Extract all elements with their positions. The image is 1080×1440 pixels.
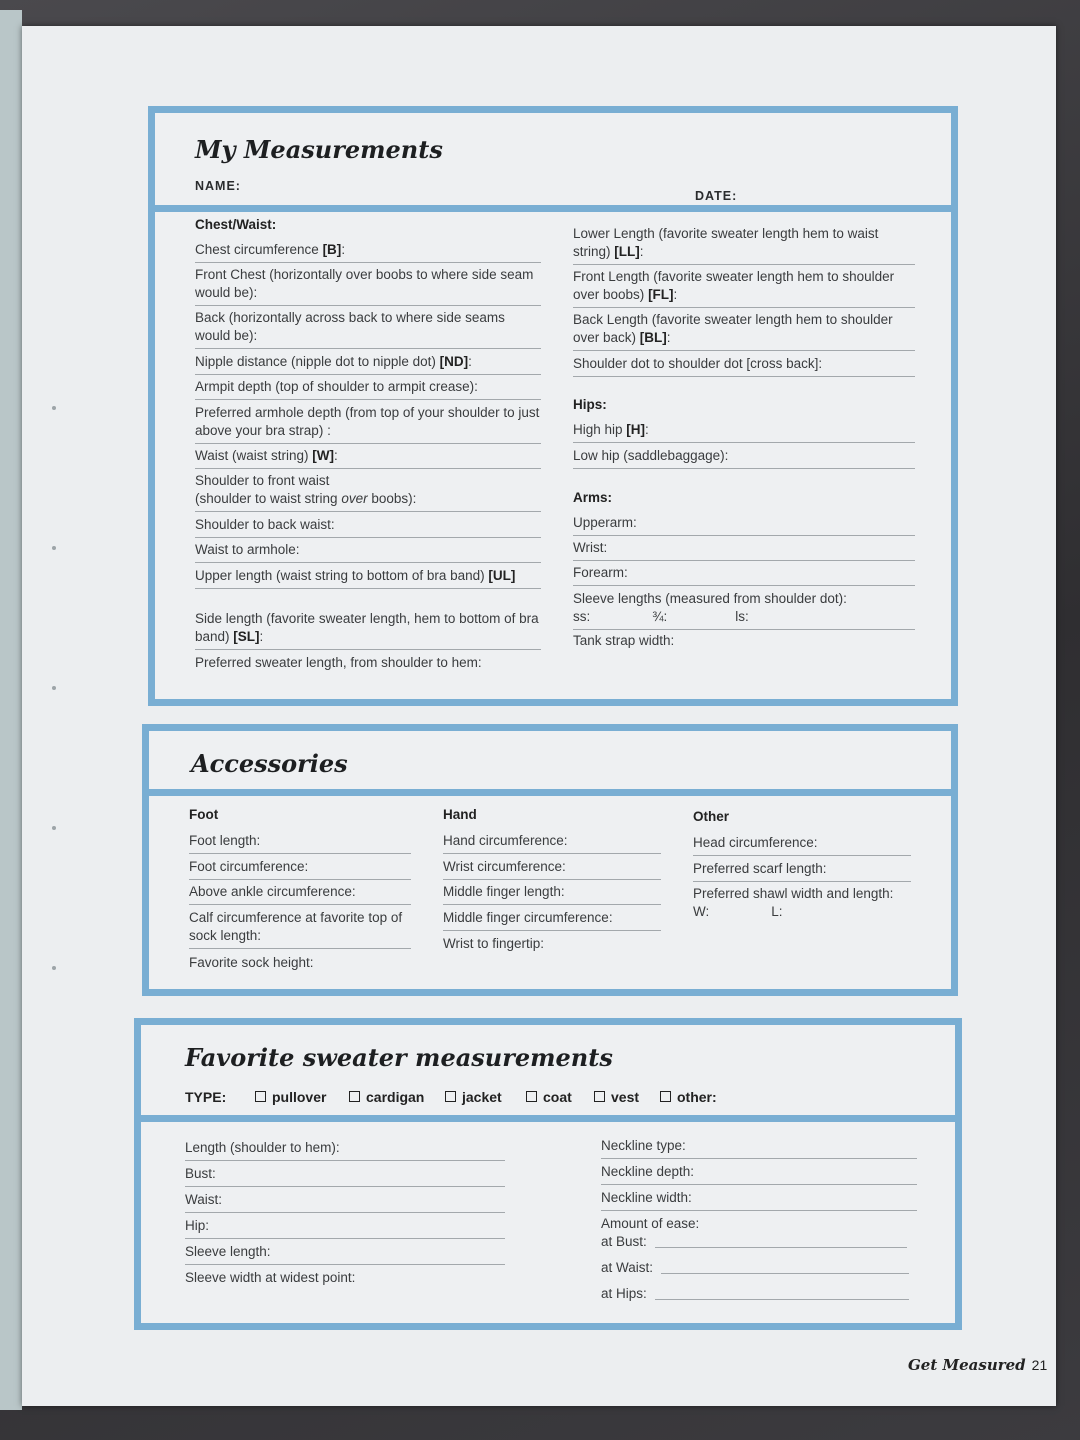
shoulder-to-back-waist-field[interactable]: Shoulder to back waist: — [195, 516, 541, 538]
date-label: DATE: — [695, 189, 738, 203]
preferred-scarf-length-field[interactable]: Preferred scarf length: — [693, 860, 911, 882]
wrist-field[interactable]: Wrist: — [573, 539, 915, 561]
hip-field[interactable]: Hip: — [185, 1217, 505, 1239]
tank-strap-width-field[interactable]: Tank strap width: — [573, 633, 675, 648]
sleeve-length-field[interactable]: Sleeve length: — [185, 1243, 505, 1265]
forearm-field[interactable]: Forearm: — [573, 564, 915, 586]
neckline-type-field[interactable]: Neckline type: — [601, 1137, 917, 1159]
cardigan-checkbox[interactable]: cardigan — [349, 1089, 424, 1105]
type-label: TYPE: — [185, 1089, 227, 1105]
my-measurements-panel — [148, 106, 958, 706]
accessories-panel — [142, 724, 958, 996]
shoulder-dot-field[interactable]: Shoulder dot to shoulder dot [cross back]: — [573, 355, 915, 377]
ease-at-hips-field[interactable]: at Hips: — [601, 1285, 917, 1306]
hips-heading: Hips: — [573, 397, 607, 412]
head-circumference-field[interactable]: Head circumference: — [693, 834, 911, 856]
vest-checkbox[interactable]: vest — [594, 1089, 639, 1105]
waist-to-armhole-field[interactable]: Waist to armhole: — [195, 541, 541, 563]
jacket-checkbox[interactable]: jacket — [445, 1089, 502, 1105]
length-field[interactable]: Length (shoulder to hem): — [185, 1139, 505, 1161]
nipple-distance-field[interactable]: Nipple distance (nipple dot to nipple dot) [ND]: — [195, 353, 541, 375]
favorite-sock-height-field[interactable]: Favorite sock height: — [189, 955, 314, 970]
hand-circumference-field[interactable]: Hand circumference: — [443, 832, 661, 854]
bust-field[interactable]: Bust: — [185, 1165, 505, 1187]
sleeve-width-field[interactable]: Sleeve width at widest point: — [185, 1270, 356, 1285]
accessories-title: Accessories — [191, 749, 348, 778]
middle-finger-circumference-field[interactable]: Middle finger circumference: — [443, 909, 661, 931]
coat-checkbox[interactable]: coat — [526, 1089, 572, 1105]
back-length-field[interactable]: Back Length (favorite sweater length hem to shoulder over back) [BL]: — [573, 311, 915, 351]
wrist-circumference-field[interactable]: Wrist circumference: — [443, 858, 661, 880]
neckline-depth-field[interactable]: Neckline depth: — [601, 1163, 917, 1185]
my-measurements-title: My Measurements — [195, 135, 443, 164]
ease-at-bust-field[interactable]: at Bust: — [601, 1233, 917, 1254]
amount-of-ease-label: Amount of ease: — [601, 1216, 700, 1231]
calf-circumference-field[interactable]: Calf circumference at favorite top of sock length: — [189, 909, 411, 949]
book-binding — [0, 10, 22, 1410]
high-hip-field[interactable]: High hip [H]: — [573, 421, 915, 443]
footer-section-name: Get Measured — [908, 1356, 1026, 1374]
accessories-header — [149, 731, 951, 796]
low-hip-field[interactable]: Low hip (saddlebaggage): — [573, 447, 915, 469]
side-length-field[interactable]: Side length (favorite sweater length, hem to bottom of bra band) [SL]: — [195, 610, 541, 650]
above-ankle-circumference-field[interactable]: Above ankle circumference: — [189, 883, 411, 905]
middle-finger-length-field[interactable]: Middle finger length: — [443, 883, 661, 905]
front-chest-field[interactable]: Front Chest (horizontally over boobs to where side seam would be): — [195, 266, 541, 306]
hand-heading: Hand — [443, 807, 477, 822]
favorite-sweater-panel — [134, 1018, 962, 1330]
favorite-sweater-header — [141, 1025, 955, 1122]
pullover-checkbox[interactable]: pullover — [255, 1089, 326, 1105]
waist-field[interactable]: Waist (waist string) [W]: — [195, 447, 541, 469]
my-measurements-header — [155, 113, 951, 212]
lower-length-field[interactable]: Lower Length (favorite sweater length hem to waist string) [LL]: — [573, 225, 915, 265]
ease-at-waist-field[interactable]: at Waist: — [601, 1259, 917, 1280]
back-field[interactable]: Back (horizontally across back to where side seams would be): — [195, 309, 541, 349]
chest-waist-heading: Chest/Waist: — [195, 217, 277, 232]
sweater-waist-field[interactable]: Waist: — [185, 1191, 505, 1213]
preferred-shawl-field[interactable]: Preferred shawl width and length: W: L: — [693, 886, 894, 919]
front-length-field[interactable]: Front Length (favorite sweater length hem to shoulder over boobs) [FL]: — [573, 268, 915, 308]
page-footer — [908, 1356, 1047, 1375]
armpit-depth-field[interactable]: Armpit depth (top of shoulder to armpit crease): — [195, 378, 541, 400]
other-checkbox[interactable]: other: — [660, 1089, 717, 1105]
wrist-to-fingertip-field[interactable]: Wrist to fingertip: — [443, 936, 545, 951]
page-number: 21 — [1031, 1357, 1048, 1373]
foot-length-field[interactable]: Foot length: — [189, 832, 411, 854]
workbook-page — [22, 26, 1056, 1406]
favorite-sweater-title: Favorite sweater measurements — [185, 1043, 613, 1072]
shoulder-to-front-waist-field[interactable]: Shoulder to front waist (shoulder to waist string over boobs): — [195, 472, 541, 512]
arms-heading: Arms: — [573, 490, 613, 505]
chest-circumference-field[interactable]: Chest circumference [B]: — [195, 241, 541, 263]
upperarm-field[interactable]: Upperarm: — [573, 514, 915, 536]
foot-heading: Foot — [189, 807, 219, 822]
neckline-width-field[interactable]: Neckline width: — [601, 1189, 917, 1211]
sleeve-lengths-field[interactable]: Sleeve lengths (measured from shoulder dot): ss: ¾: ls: — [573, 590, 915, 630]
preferred-sweater-length-field[interactable]: Preferred sweater length, from shoulder to hem: — [195, 655, 482, 670]
name-label: NAME: — [195, 179, 241, 193]
preferred-armhole-depth-field[interactable]: Preferred armhole depth (from top of your shoulder to just above your bra strap) : — [195, 404, 541, 444]
other-heading: Other — [693, 809, 730, 824]
upper-length-field[interactable]: Upper length (waist string to bottom of bra band) [UL] — [195, 567, 541, 589]
foot-circumference-field[interactable]: Foot circumference: — [189, 858, 411, 880]
